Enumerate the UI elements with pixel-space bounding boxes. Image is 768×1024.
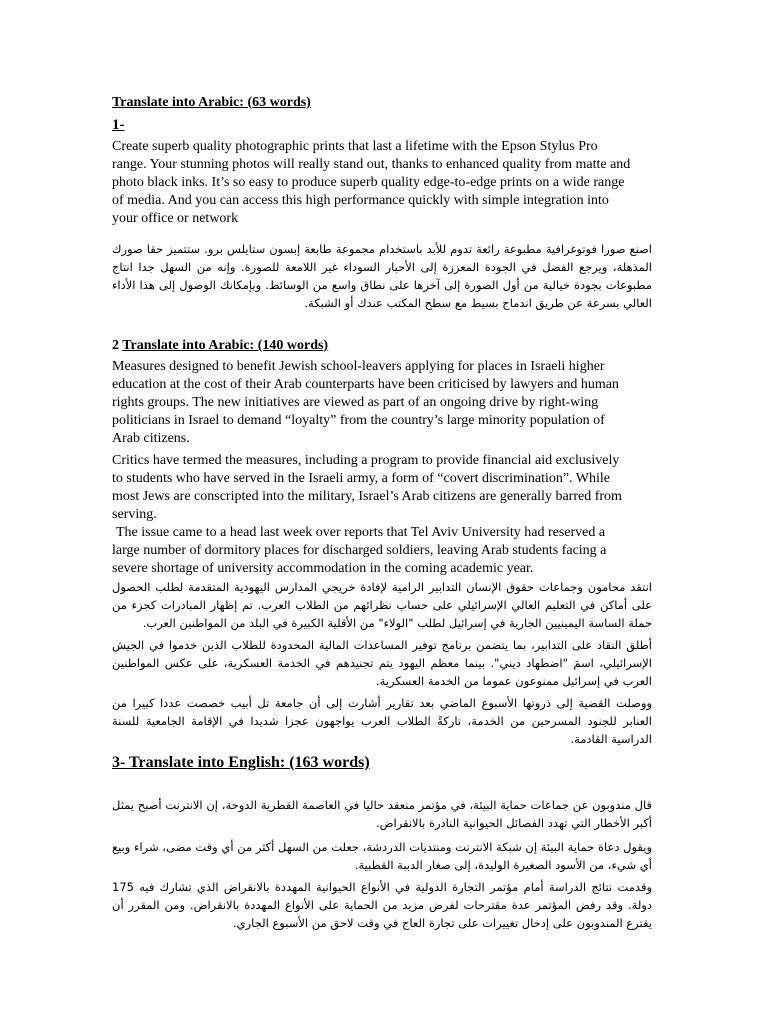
section1-english-text: Create superb quality photographic prints that last a lifetime with the Epson Stylus Pro range. Your stunning photos will really stand out, thanks to enhanced quality from matte and photo black inks. It’s so easy to produce superb quality edge-to-edge prints on a wide range of media. And you can access this high performance quickly with simple integration into your office or network [112, 139, 631, 226]
section1-heading: Translate into Arabic: (63 words) [112, 95, 311, 110]
section3-arabic-paragraph-1: قال مندوبون عن جماعات حماية البيئة، في مؤتمر منعقد حاليا في العاصمة القطرية الدوحة، إن الانترنت أصبح يمثل أكبر الأخطار التي تهدد الفصائل الحيوانية النادرة بالانقراض. [112, 798, 652, 830]
section2-english-paragraph-1: Measures designed to benefit Jewish school-leavers applying for places in Israeli higher education at the cost of their Arab counterparts have been criticised by lawyers and human rights groups. The new initiatives are viewed as part of an ongoing drive by right-wing politicians in Israel to demand “loyalty” from the country’s large minority population of Arab citizens. [112, 359, 619, 446]
section2-arabic-paragraph-2: أطلق النقاد على التدابير، بما يتضمن برنامج توفير المساعدات المالية المحدودة للطلاب الذين خدموا في الجيش الإسرائيلي، اسمَ "اضطهاد ديني". بينما معظم اليهود يتم تجنيدهم في الخدمة العسكرية، على عكس المواطنين العرب في إسرائيل ممنوعون عموما من الخدمة العسكرية. [112, 638, 652, 688]
section1-arabic-text: اصنع صورا فوتوغرافية مطبوعة رائعة تدوم للأبد باستخدام مجموعة طابعة إبسون ستايلس برو. ستتميز حقا صورك المذهلة، ويرجع الفضل في الجودة المعززة إلى الأحبار السوداء غير اللامعة للصورة. وإنه من السهل جدا انتاج مطبوعات بجودة خيالية من أول الصورة إلى آخرها على نطاق واسع من الوسائط. وبإمكانك الوصول إلى هذا الأداء العالي بسرعة عن طريق اندماج بسيط مع سطح المكتب عندك أو الشبكة. [112, 242, 652, 310]
section2-heading: Translate into Arabic: (140 words) [122, 338, 329, 353]
section2-number: 2 [112, 338, 119, 353]
section3-arabic-paragraph-3: وقدمت نتائج الدراسة أمام مؤتمر التجارة الدولية في الأنواع الحيوانية المهددة بالانقراض الذي تشارك فيه 175 دولة. وقد رفض المؤتمر عدة مقترحات لفرض مزيد من الحماية على الأنواع المهددة بالانقراض. ومن المقرر أن يقترع المندوبون على إدخال تغييرات على تجارة العاج في وقت لاحق من الأسبوع الجاري. [112, 880, 652, 930]
section2-english-paragraph-2: Critics have termed the measures, including a program to provide financial aid exclusively to students who have served in the Israeli army, a form of “covert discrimination”. While most Jews are conscripted into the military, Israel’s Arab citizens are generally barred from serving. [112, 453, 622, 522]
section2-english-paragraph-3: The issue came to a head last week over reports that Tel Aviv University had reserved a large number of dormitory places for discharged soldiers, leaving Arab students facing a severe shortage of university accommodation in the coming academic year. [112, 525, 607, 576]
section3-heading: 3- Translate into English: (163 words) [112, 754, 370, 771]
section2-arabic-paragraph-1: انتقد محامون وجماعات حقوق الإنسان التدابير الرامية لإفادة خريجي المدارس اليهودية المتقدمة لطلب الحصول على أماكن في التعليم العالي الإسرائيلي على حساب نظرائهم من الطلاب العرب. تم إظهار المبادرات كجزء من حملة الساسة اليمينيين الجارية في إسرائيل لطلب "الولاء" من الأقلية الكبيرة في البلد من المواطنين العرب. [112, 580, 652, 630]
section2-heading-line [112, 338, 328, 354]
section1-number: 1- [112, 117, 125, 133]
section3-arabic-paragraph-2: ويقول دعاة حماية البيئة إن شبكة الانترنت ومنتديات الدردشة، جعلت من السهل أكثر من أي وقت مضى، شراء وبيع أي شيء، من الأسود الصغيرة الوليدة، إلى صغار الدببة القطبية. [112, 840, 652, 872]
section2-arabic-paragraph-3: ووصلت القضية إلى ذروتها الأسبوع الماضي بعد تقارير أشارت إلى أن جامعة تل أبيب خصصت عددا كبيرا من العنابر للجنود المسرحين من الخدمة، تاركةً الطلاب العرب يواجهون عجزا شديدا في الإقامة الجامعية للسنة الدراسية القادمة. [112, 696, 652, 746]
